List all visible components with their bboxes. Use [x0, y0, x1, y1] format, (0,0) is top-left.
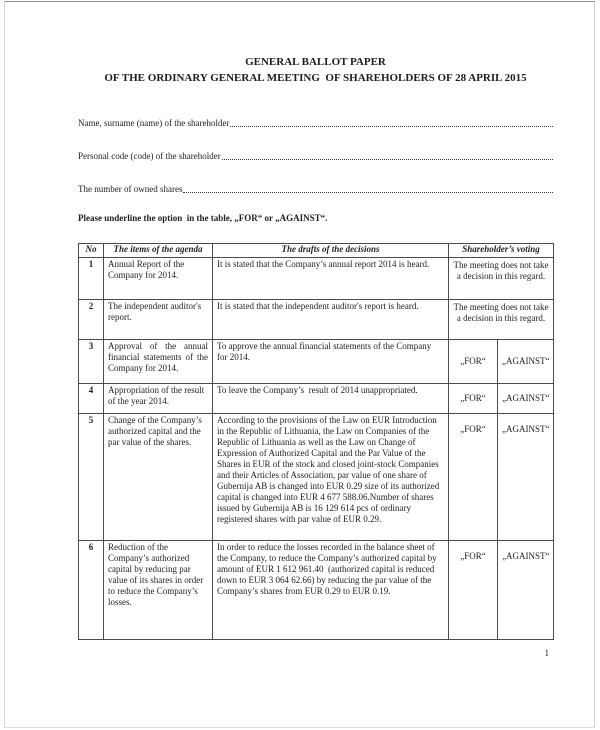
vote-against-option: „AGAINST“ — [498, 340, 554, 384]
table-row — [79, 300, 554, 340]
field-personal-code — [78, 149, 553, 161]
header-decision-drafts: The drafts of the decisions — [213, 244, 449, 258]
page-content — [78, 54, 553, 658]
page-number: 1 — [544, 648, 549, 658]
instruction-text: Please underline the option in the table, „FOR“ or „AGAINST“. — [78, 213, 328, 223]
table-row — [79, 258, 554, 300]
row-number: 6 — [79, 541, 104, 640]
vote-for-option: „FOR“ — [449, 384, 498, 414]
agenda-item: Appropriation of the result of the year 2014. — [104, 384, 213, 414]
decision-draft: To leave the Company’s result of 2014 unappropriated. — [213, 384, 449, 414]
row-number: 2 — [79, 300, 104, 340]
voting-note: The meeting does not take a decision in this regard. — [449, 258, 554, 300]
vote-against-option: „AGAINST“ — [498, 414, 554, 541]
table-row — [79, 384, 554, 414]
header-agenda-items: The items of the agenda — [104, 244, 213, 258]
field-owned-shares — [78, 182, 553, 194]
ballot-table — [78, 243, 554, 640]
vote-for-option: „FOR“ — [449, 414, 498, 541]
agenda-item: The independent auditor's report. — [104, 300, 213, 340]
decision-draft: According to the provisions of the Law on EUR Introduction in the Republic of Lithuania, the Law on Companies of the Republic of Lithuania as well as the Law on Change of Expression of Authorized Capital and the Par Value of the Shares in EUR of the stock and closed joint-stock Companies and their Articles of Association, par value of one share of Gubernija AB is changed into EUR 0.29 size of its authorized capital is changed into EUR 4 677 588.06.Number of shares issued by Gubernija AB is 16 129 614 pcs of ordinary registered shares with par value of EUR 0.29. — [213, 414, 449, 541]
agenda-item: Approval of the annual financial statements of the Company for 2014. — [104, 340, 213, 384]
agenda-item: Annual Report of the Company for 2014. — [104, 258, 213, 300]
row-number: 3 — [79, 340, 104, 384]
agenda-item: Reduction of the Company’s authorized capital by reducing par value of its shares in order to reduce the Company’s losses. — [104, 541, 213, 640]
table-row — [79, 340, 554, 384]
header-no: No — [79, 244, 104, 258]
agenda-item: Change of the Company’s authorized capital and the par value of the shares. — [104, 414, 213, 541]
field-label-owned-shares: The number of owned shares — [78, 184, 183, 194]
header-shareholder-voting: Shareholder’s voting — [449, 244, 554, 258]
row-number: 5 — [79, 414, 104, 541]
vote-for-option: „FOR“ — [449, 340, 498, 384]
decision-draft: It is stated that the Company’s annual report 2014 is heard. — [213, 258, 449, 300]
voting-note: The meeting does not take a decision in this regard. — [449, 300, 554, 340]
vote-for-option: „FOR“ — [449, 541, 498, 640]
table-row — [79, 414, 554, 541]
title-line-2: OF THE ORDINARY GENERAL MEETING OF SHAREHOLDERS OF 28 APRIL 2015 — [104, 72, 527, 84]
title-line-1: GENERAL BALLOT PAPER — [245, 56, 386, 68]
decision-draft: To approve the annual financial statements of the Company for 2014. — [213, 340, 449, 384]
decision-draft: In order to reduce the losses recorded in the balance sheet of the Company, to reduce the Company’s authorized capital by amount of EUR 1 612 961.40 (authorized capital is reduced down to EUR 3 064 62.66) by reducing the par value of the Company’s shares from EUR 0.29 to EUR 0.19. — [213, 541, 449, 640]
table-header-row — [79, 244, 554, 258]
field-shareholder-name — [78, 116, 553, 128]
field-label-shareholder-name: Name, surname (name) of the shareholder — [78, 118, 230, 128]
row-number: 1 — [79, 258, 104, 300]
decision-draft: It is stated that the independent auditor's report is heard. — [213, 300, 449, 340]
document-title — [78, 54, 553, 86]
field-label-personal-code: Personal code (code) of the shareholder — [78, 151, 221, 161]
vote-against-option: „AGAINST“ — [498, 384, 554, 414]
fill-in-line — [230, 126, 553, 127]
vote-against-option: „AGAINST“ — [498, 541, 554, 640]
fill-in-line — [183, 192, 553, 193]
fill-in-line — [222, 159, 553, 160]
table-row — [79, 541, 554, 640]
row-number: 4 — [79, 384, 104, 414]
